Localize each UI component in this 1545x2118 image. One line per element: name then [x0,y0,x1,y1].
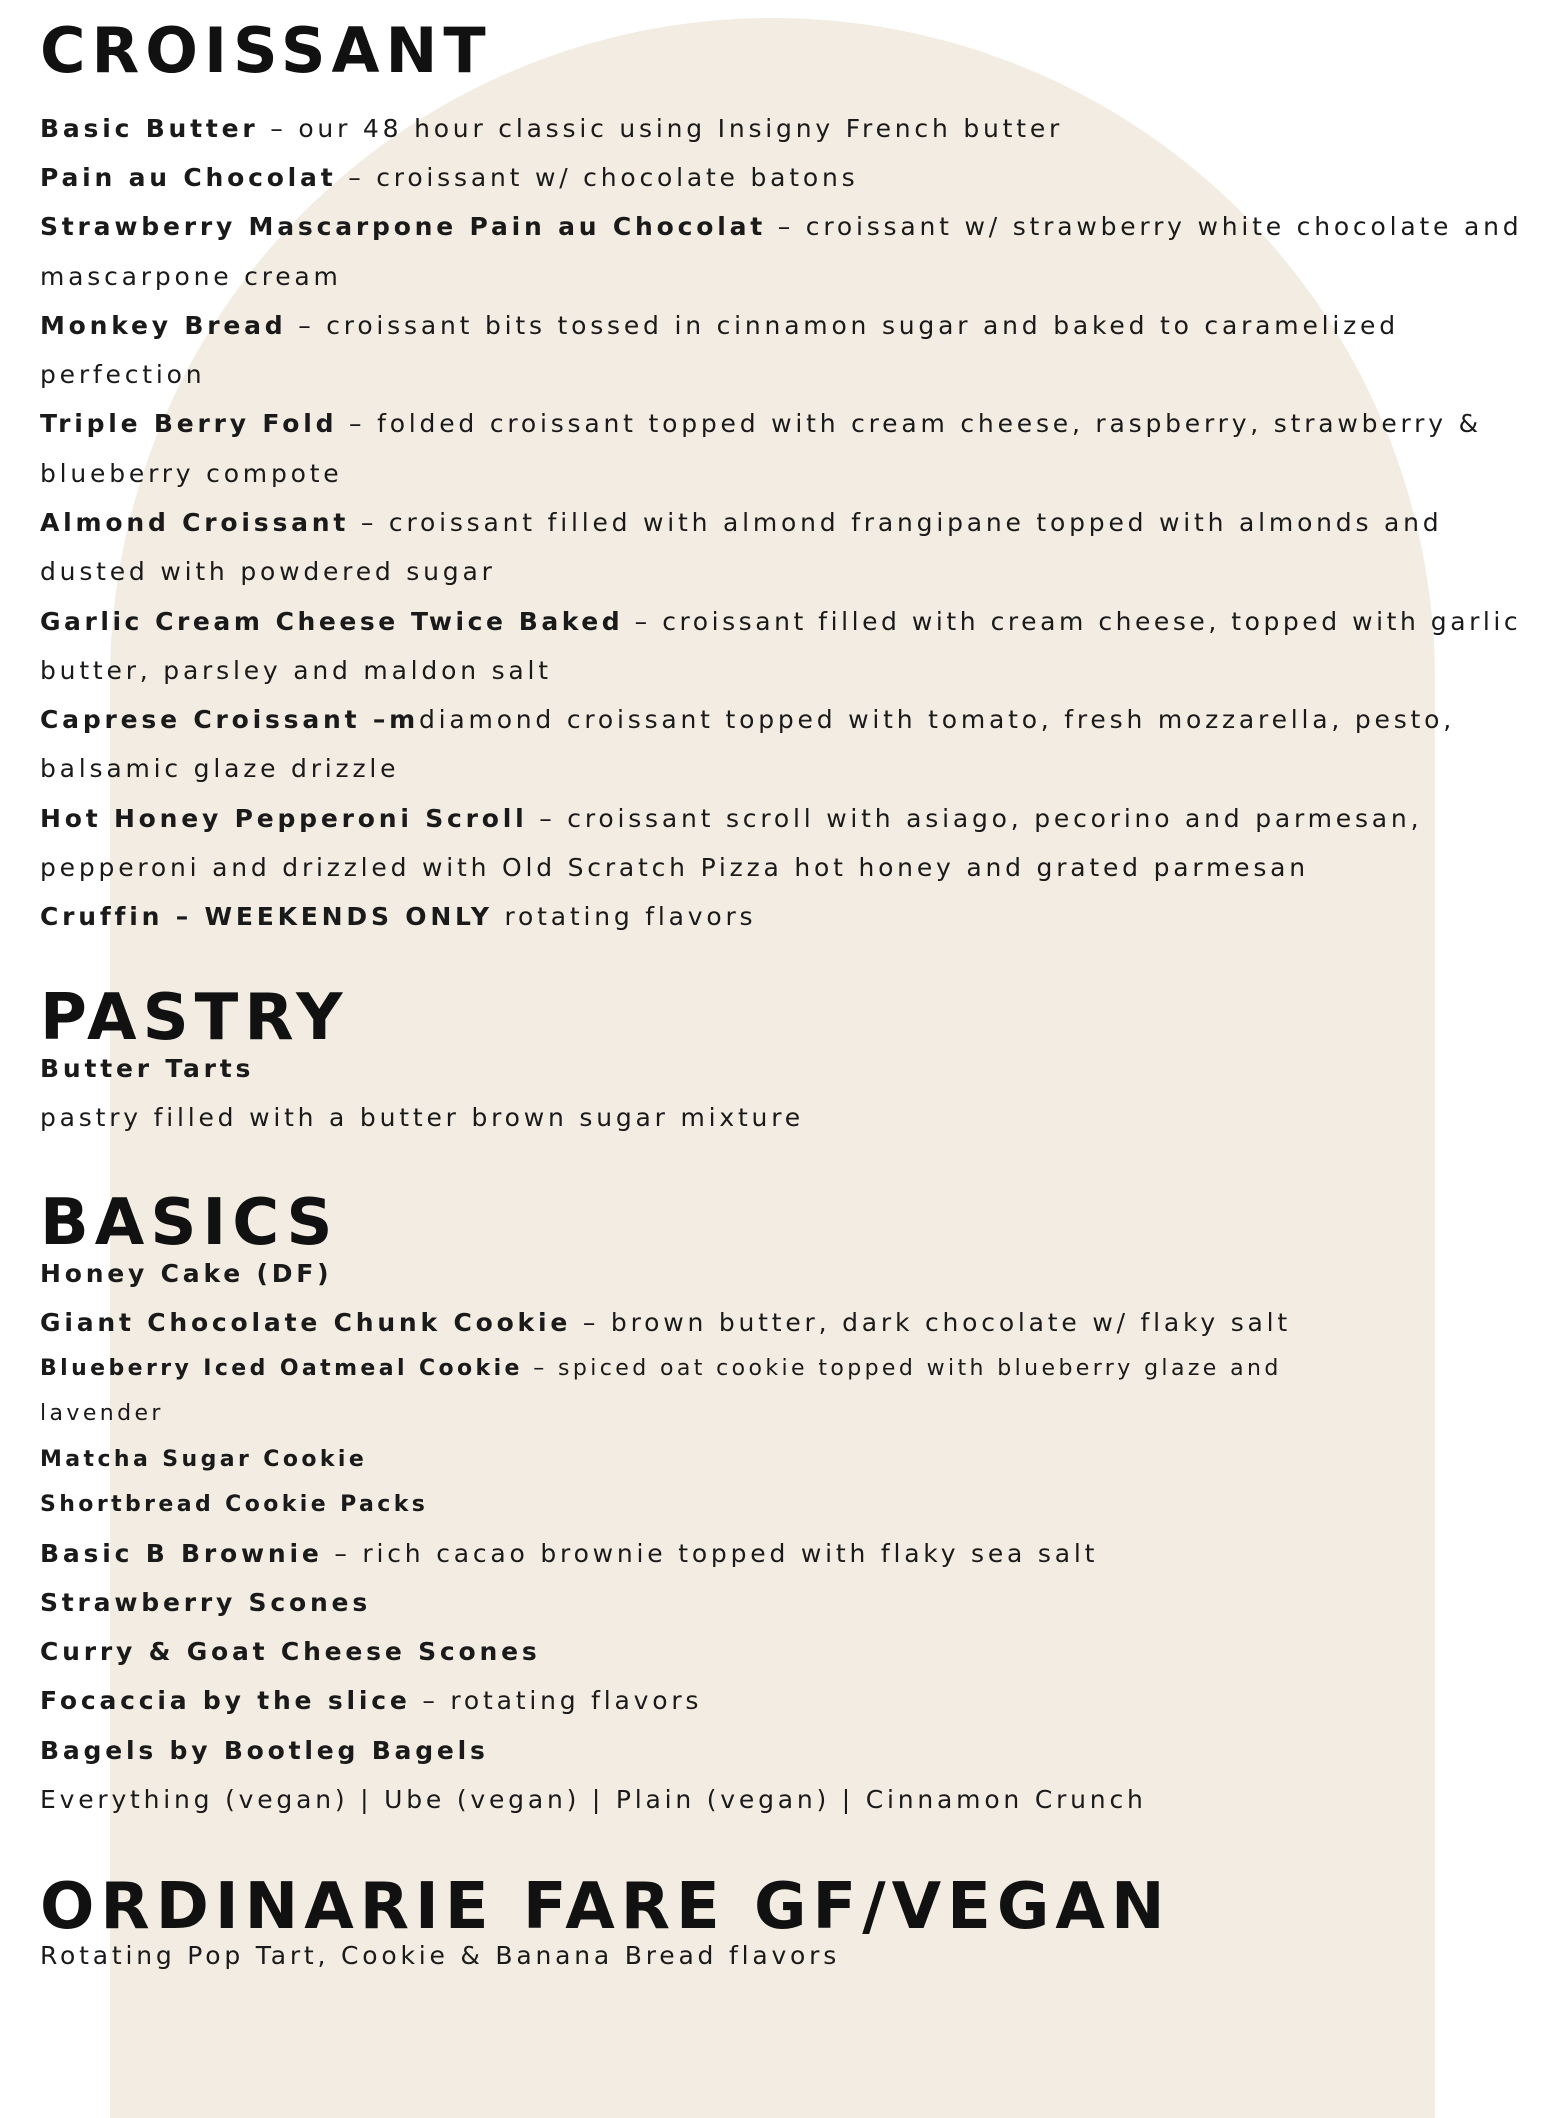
menu-item [40,1686,702,1715]
menu-item-continued: perfection [40,360,206,389]
section-title-ordinarie-fare: ORDINARIE FARE GF/VEGAN [40,1870,1171,1944]
menu-item [40,902,756,931]
item-desc: – croissant filled with cream cheese, topped with garlic [623,607,1522,636]
item-name: Hot Honey Pepperoni Scroll [40,804,528,833]
menu-item [40,409,1482,438]
section-title-pastry: PASTRY [40,981,349,1055]
item-name: Giant Chocolate Chunk Cookie [40,1308,572,1337]
menu-item-continued: Everything (vegan) | Ube (vegan) | Plain (vegan) | Cinnamon Crunch [40,1785,1147,1814]
item-name: Shortbread Cookie Packs [40,1492,429,1517]
menu-item [40,1588,371,1617]
section-title-basics: BASICS [40,1186,339,1260]
menu-item [40,163,858,192]
item-name: Strawberry Scones [40,1588,371,1617]
item-name: Honey Cake (DF) [40,1259,333,1288]
item-name: Basic B Brownie [40,1539,323,1568]
menu-item [40,607,1521,636]
item-name: Pain au Chocolat [40,163,337,192]
menu-item [40,705,1455,734]
item-name: Curry & Goat Cheese Scones [40,1637,541,1666]
menu-item [40,804,1422,833]
item-name: Monkey Bread [40,311,287,340]
menu-item-continued: pepperoni and drizzled with Old Scratch Pizza hot honey and grated parmesan [40,853,1309,882]
item-desc: – rotating flavors [410,1686,703,1715]
item-desc: – croissant w/ chocolate batons [336,163,859,192]
menu-item [40,1492,428,1517]
item-name: Strawberry Mascarpone Pain au Chocolat [40,212,767,241]
menu-item [40,114,1063,143]
menu-item-continued: balsamic glaze drizzle [40,754,400,783]
item-desc: – spiced oat cookie topped with blueberry glaze and [522,1356,1282,1381]
menu-item-continued: butter, parsley and maldon salt [40,656,552,685]
menu-item-continued: Rotating Pop Tart, Cookie & Banana Bread flavors [40,1941,841,1970]
item-desc: – rich cacao brownie topped with flaky sea salt [322,1539,1099,1568]
item-name: Cruffin – WEEKENDS ONLY [40,902,493,931]
item-desc: diamond croissant topped with tomato, fresh mozzarella, pesto, [419,705,1455,734]
section-title-croissant: CROISSANT [40,14,492,87]
menu-item [40,1308,1291,1337]
item-desc: – brown butter, dark chocolate w/ flaky salt [571,1308,1292,1337]
menu-item [40,212,1522,241]
menu-item-continued: mascarpone cream [40,262,342,291]
item-name: Garlic Cream Cheese Twice Baked [40,607,624,636]
menu-item [40,1736,489,1765]
item-desc: – our 48 hour classic using Insigny French butter [258,114,1064,143]
menu-item [40,508,1442,537]
menu-item-continued: lavender [40,1401,164,1426]
item-desc: – croissant scroll with asiago, pecorino and parmesan, [527,804,1423,833]
item-desc: – croissant w/ strawberry white chocolate and [766,212,1523,241]
menu-item-continued: dusted with powdered sugar [40,557,496,586]
item-desc: – croissant bits tossed in cinnamon sugar and baked to caramelized [286,311,1399,340]
menu-item [40,1447,367,1472]
item-desc: – folded croissant topped with cream cheese, raspberry, strawberry & [337,409,1482,438]
menu-item [40,1259,332,1288]
menu-item [40,1356,1282,1381]
item-name: Triple Berry Fold [40,409,338,438]
item-desc: – croissant filled with almond frangipane topped with almonds and [349,508,1443,537]
menu-item-continued: blueberry compote [40,459,343,488]
item-desc: rotating flavors [492,902,757,931]
item-name: Bagels by Bootleg Bagels [40,1736,489,1765]
item-name: Blueberry Iced Oatmeal Cookie [40,1356,523,1381]
menu-item [40,311,1399,340]
item-name: Focaccia by the slice [40,1686,411,1715]
menu-item [40,1539,1098,1568]
item-name: Butter Tarts [40,1054,255,1083]
menu-item [40,1054,254,1083]
menu-item [40,1637,541,1666]
item-name: Caprese Croissant –m [40,705,419,734]
menu-item-continued: pastry filled with a butter brown sugar mixture [40,1103,804,1132]
item-name: Almond Croissant [40,508,350,537]
item-name: Matcha Sugar Cookie [40,1447,368,1472]
item-name: Basic Butter [40,114,259,143]
